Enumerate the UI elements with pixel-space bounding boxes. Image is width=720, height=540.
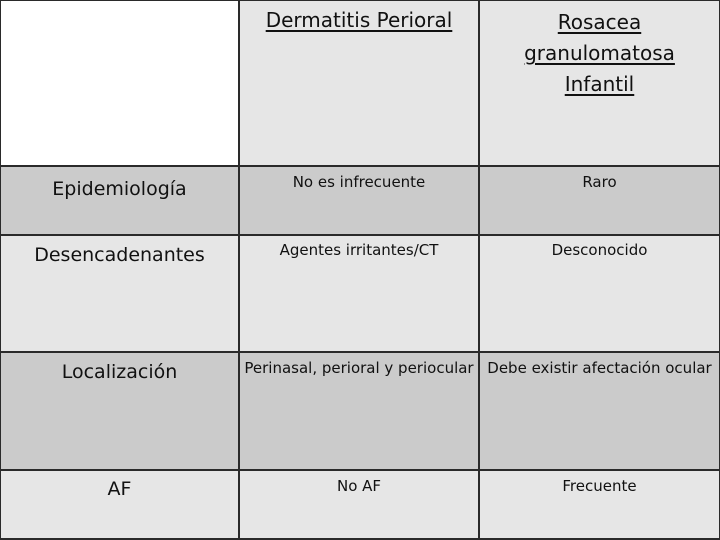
table-cell [240, 471, 480, 540]
cell-value: No es infrecuente [292, 173, 426, 191]
table-cell [240, 353, 480, 471]
cell-value: Raro [582, 173, 617, 191]
cell-value: Frecuente [562, 477, 637, 495]
header-empty-cell [0, 0, 240, 167]
cell-value: Perinasal, perioral y periocular [244, 359, 474, 377]
cell-value: No AF [336, 477, 382, 495]
table-row-label-cell [0, 236, 240, 353]
header-dermatitis-perioral: Dermatitis Perioral [265, 8, 453, 32]
table-row-label-cell [0, 353, 240, 471]
cell-value: Debe existir afectación ocular [487, 359, 712, 377]
row-label-desencadenantes: Desencadenantes [34, 244, 205, 266]
table-cell [480, 167, 720, 236]
table-cell [480, 236, 720, 353]
cell-value: Agentes irritantes/CT [279, 241, 439, 259]
row-label-af: AF [107, 478, 132, 500]
table-cell [480, 353, 720, 471]
table-row-label-cell [0, 167, 240, 236]
table-cell [480, 471, 720, 540]
header-cell-rosacea [480, 0, 720, 167]
row-label-localizacion: Localización [61, 361, 178, 383]
table-cell [240, 167, 480, 236]
header-cell-dermatitis [240, 0, 480, 167]
table-row-label-cell [0, 471, 240, 540]
table-cell [240, 236, 480, 353]
header-rosacea-granulomatosa: Rosacea granulomatosa Infantil [524, 10, 675, 96]
cell-value: Desconocido [551, 241, 648, 259]
row-label-epidemiologia: Epidemiología [52, 178, 187, 200]
